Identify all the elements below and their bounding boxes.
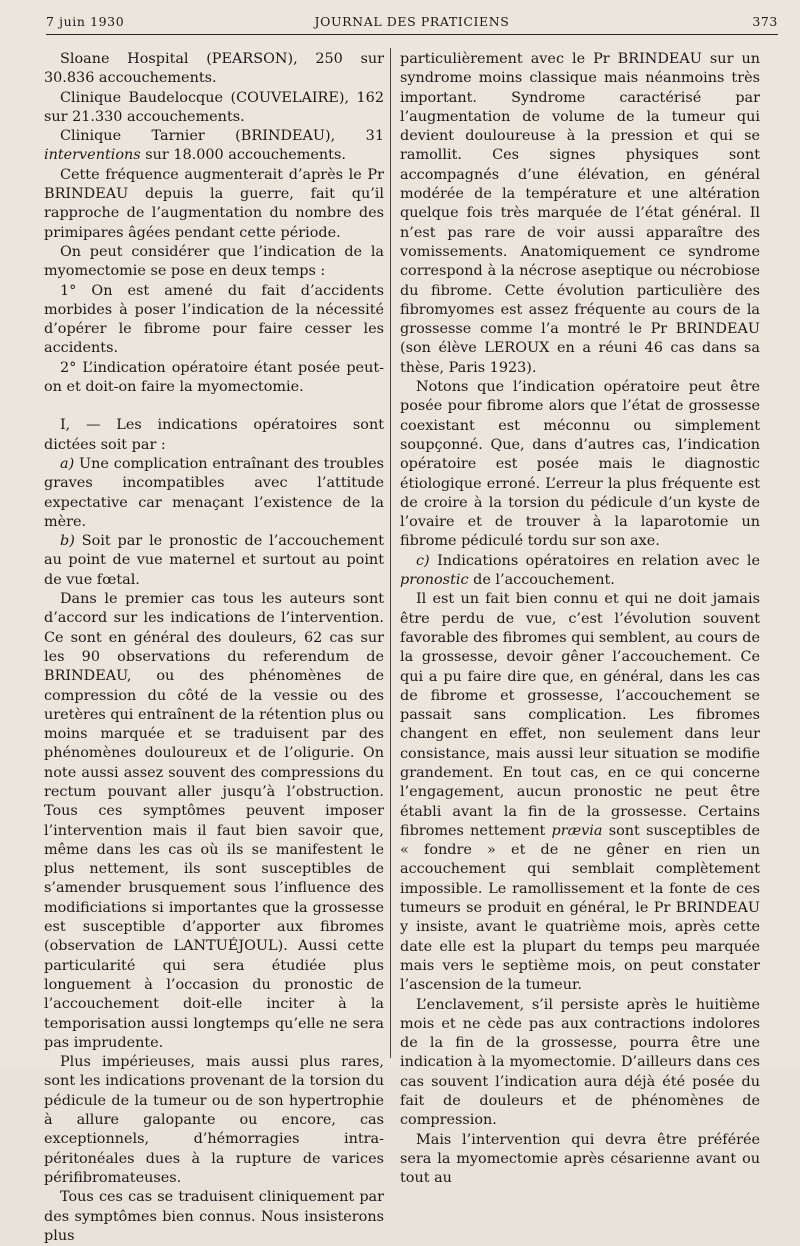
paragraph: a) Une complication entraînant des troubles graves incompatibles avec l’attitude expectative car menaçant l’existence de la mère. xyxy=(44,455,384,530)
paragraph: Cette fréquence augmenterait d’après le Pr BRINDEAU depuis la guerre, fait qu’il rapproche de l’augmentation du nombre des primipares âgées pendant cette période. xyxy=(44,166,384,241)
paragraph: On peut considérer que l’indication de la myomectomie se pose en deux temps : xyxy=(44,243,384,280)
paragraph: Mais l’intervention qui devra être préférée sera la myomectomie après césarienne avant ou tout au xyxy=(400,1131,760,1187)
paragraph: c) Indications opératoires en relation avec le pronostic de l’accouchement. xyxy=(400,552,760,589)
paragraph: particulièrement avec le Pr BRINDEAU sur un syndrome moins classique mais néanmoins très important. Syndrome caractérisé par l’augmentation de volume de la tumeur qui devient douloureuse à la pression et qui se ramollit. Ces signes physiques sont accompagnés d’une élévation, en général modérée de la température et une altération quelque fois très marquée de l’état général. Il n’est pas rare de voir aussi apparaître des vomissements. Anatomiquement ce syndrome correspond à la nécrose aseptique ou nécrobiose du fibrome. Cette évolution particulière des fibromyomes est assez fréquente au cours de la grossesse comme l’a montré le Pr BRINDEAU (son élève LEROUX en a réuni 46 cas dans sa thèse, Paris 1923). xyxy=(400,51,760,376)
paragraph: Notons que l’indication opératoire peut être posée pour fibrome alors que l’état de grossesse coexistant est méconnu ou simplement soupçonné. Que, dans d’autres cas, l’indication opératoire est posée mais le diagnostic étiologique erroné. L’erreur la plus fréquente est de croire à la torsion du pédicule d’un kyste de l’ovaire et de trouver à la laparotomie un fibrome pédiculé tordu sur son axe. xyxy=(400,379,760,550)
header-page-number: 373 xyxy=(752,14,778,29)
paragraph: 1° On est amené du fait d’accidents morbides à poser l’indication de la nécessité d’opérer le fibrome pour faire cesser les accidents. xyxy=(44,282,384,357)
paragraph: Sloane Hospital (PEARSON), 250 sur 30.836 accouchements. xyxy=(44,51,384,87)
paragraph: Clinique Baudelocque (COUVELAIRE), 162 sur 21.330 accouchements. xyxy=(44,89,384,125)
paragraph: Clinique Tarnier (BRINDEAU), 31 interventions sur 18.000 accouchements. xyxy=(44,128,384,164)
header-date: 7 juin 1930 xyxy=(46,14,125,29)
column-divider xyxy=(390,48,391,1058)
paragraph: 2° L’indication opératoire étant posée peut-on et doit-on faire la myomectomie. xyxy=(44,359,384,396)
paragraph: Tous ces cas se traduisent cliniquement par des symptômes bien connus. Nous insisterons plus xyxy=(44,1189,384,1244)
left-column xyxy=(44,50,384,1246)
header-rule xyxy=(46,34,778,35)
paragraph: Il est un fait bien connu et qui ne doit jamais être perdu de vue, c’est l’évolution souvent favorable des fibromes qui semblent, au cours de la grossesse, devoir gêner l’accouchement. Ce qui a pu faire dire que, en général, dans les cas de fibrome et grossesse, l’accouchement se passait sans complication. Les fibromes changent en effet, non seulement dans leur consistance, mais aussi leur situation se modifie grandement. En tout cas, en ce qui concerne l’engagement, aucun pronostic ne peut être établi avant la fin de la grossesse. Certains fibromes nettement prævia sont susceptibles de « fondre » et de ne gêner en rien un accouchement qui semblait complètement impossible. Le ramollissement et la fonte de ces tumeurs se produit en général, le Pr BRINDEAU y insiste, avant le quatrième mois, après cette date elle est la plupart du temps peu marquée mais vers le septième mois, on peut constater l’ascension de la tumeur. xyxy=(400,591,760,994)
header-journal-title: JOURNAL DES PRATICIENS xyxy=(314,14,510,29)
section-heading: I, — Les indications opératoires sont dictées soit par : xyxy=(44,417,384,453)
paragraph: Dans le premier cas tous les auteurs sont d’accord sur les indications de l’intervention. Ce sont en général des douleurs, 62 cas sur les 90 observations du referendum de BRINDEAU, ou des phénomènes de compression du côté de la vessie ou des uretères qui entraînent de la rétention plus ou moins marquée et se traduisent par des phénomènes douloureux et de l’oligurie. On note aussi assez souvent des compressions du rectum pouvant aller jusqu’à l’obstruction. Tous ces symptômes peuvent imposer l’intervention mais il faut bien savoir que, même dans les cas où ils se manifestent le plus nettement, ils sont susceptibles de s’amender brusquement sous l’influence des modificiations si importantes que la grossesse est susceptible d’apporter aux fibromes (observation de LANTUÉJOUL). Aussi cette particularité qui sera étudiée plus longuement à l’occasion du pronostic de l’accouchement doit-elle inciter à la temporisation aussi longtemps qu’elle ne sera pas imprudente. xyxy=(44,591,384,1051)
right-column xyxy=(400,50,760,1189)
paragraph: b) Soit par le pronostic de l’accouchement au point de vue maternel et surtout au point de vue fœtal. xyxy=(44,533,384,588)
paragraph: L’enclavement, s’il persiste après le huitième mois et ne cède pas aux contractions indolores de la fin de la grossesse, pourra être une indication à la myomectomie. D’ailleurs dans ces cas souvent l’indication aura déjà été posée du fait de douleurs et de phénomènes de compression. xyxy=(400,996,760,1129)
paragraph: Plus impérieuses, mais aussi plus rares, sont les indications provenant de la torsion du pédicule de la tumeur ou de son hypertrophie à allure galopante ou encore, cas exceptionnels, d’hémorragies intra-péritonéales dues à la rupture de varices périfibromateuses. xyxy=(44,1054,384,1186)
running-header xyxy=(46,14,778,36)
